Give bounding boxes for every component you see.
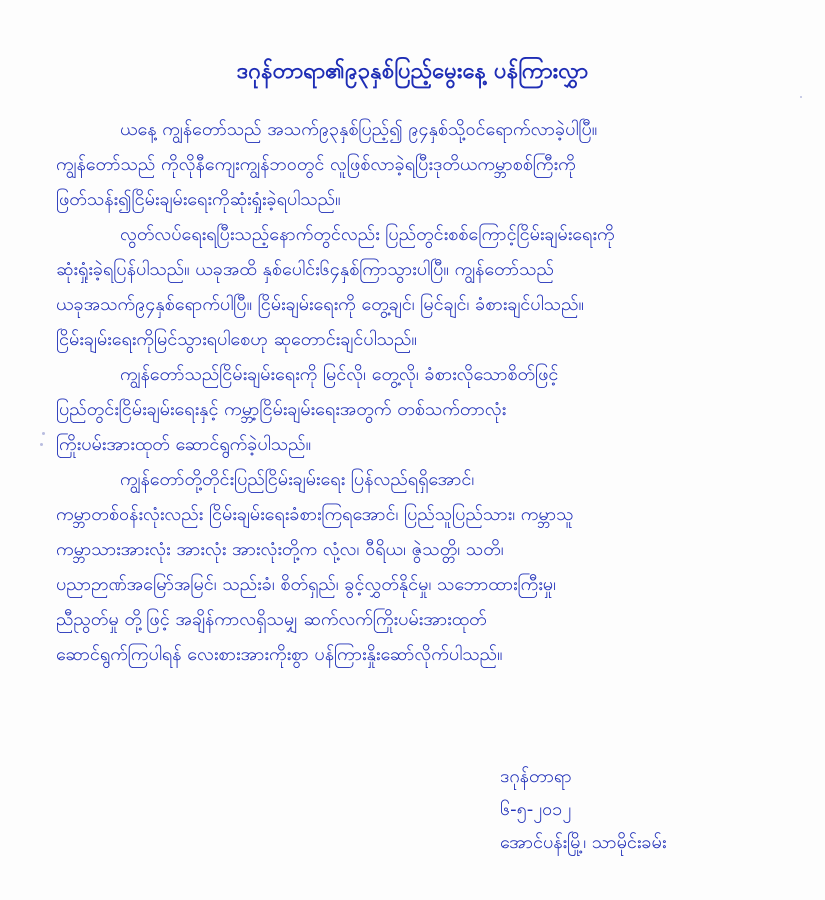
paragraph-line: ကျွန်တော်သည်ငြိမ်းချမ်းရေးကို မြင်လို၊ တွေ့လို၊ ခံစားလိုသောစိတ်ဖြင့်: [120, 364, 559, 385]
paper-speck: [42, 432, 45, 435]
paragraph-line: ငြိမ်းချမ်းရေးကိုမြင်သွားရပါစေဟု ဆုတောင်းချင်ပါသည်။: [56, 329, 417, 350]
paragraph-line: ယနေ့ ကျွန်တော်သည် အသက်၉၃နှစ်ပြည့်၍ ၉၄နှစ်သို့ဝင်ရောက်လာခဲ့ပါပြီ။: [120, 119, 598, 140]
paragraph-2: [56, 217, 791, 357]
paragraph-line: ဆောင်ရွက်ကြပါရန် လေးစားအားကိုးစွာ ပန်ကြားနှိုးဆော်လိုက်ပါသည်။: [56, 644, 503, 665]
paragraph-4: [56, 462, 791, 672]
paragraph-line: ပညာဉာဏ်အမြော်အမြင်၊ သည်းခံ၊ စိတ်ရှည်၊ ခွင့်လွှတ်နိုင်မှု၊ သဘောထားကြီးမှု၊: [56, 574, 556, 595]
paragraph-line: ညီညွတ်မှု တို့ဖြင့် အချိန်ကာလရှိသမျှ ဆက်လက်ကြိုးပမ်းအားထုတ်: [56, 609, 487, 630]
paragraph-line: ပြည်တွင်းငြိမ်းချမ်းရေးနှင့် ကမ္ဘာ့ငြိမ်းချမ်းရေးအတွက် တစ်သက်တာလုံး: [56, 399, 507, 420]
signature-date: ၆-၅-၂၀၁၂: [500, 799, 572, 820]
paragraph-3: [56, 357, 791, 462]
paragraph-line: ကမ္ဘာသားအားလုံး အားလုံး အားလုံးတို့က လုံ့လ၊ ဝီရိယ၊ ဇွဲသတ္တိ၊ သတိ၊: [56, 539, 504, 560]
paragraph-line: ကြိုးပမ်းအားထုတ် ဆောင်ရွက်ခဲ့ပါသည်။: [56, 434, 312, 455]
paper-speck: [800, 96, 802, 98]
paragraph-line: ဖြတ်သန်း၍ငြိမ်းချမ်းရေးကိုဆုံးရှုံးခဲ့ရပါသည်။: [56, 189, 341, 210]
paragraph-line: ကျွန်တော်သည် ကိုလိုနီကျေးကျွန်ဘဝတွင် လူဖြစ်လာခဲ့ရပြီးဒုတိယကမ္ဘာစစ်ကြီးကို: [56, 154, 576, 175]
signature-block: [500, 760, 666, 859]
letter-title: ဒဂုန်တာရာ၏၉၃နှစ်ပြည့်မွေးနေ့ ပန်ကြားလွှာ: [236, 59, 589, 84]
paragraph-1: [56, 112, 791, 217]
paragraph-line: ယခုအသက်၉၄နှစ်ရောက်ပါပြီ။ ငြိမ်းချမ်းရေးကို တွေ့ချင်၊ မြင်ချင်၊ ခံစားချင်ပါသည်။: [56, 294, 584, 315]
letter-body: [56, 112, 791, 672]
paragraph-line: လွတ်လပ်ရေးရပြီးသည့်နောက်တွင်လည်း ပြည်တွင်းစစ်ကြောင့်ငြိမ်းချမ်းရေးကို: [120, 224, 615, 245]
signature-place: အောင်ပန်းမြို့၊ သာမိုင်းခမ်း: [500, 832, 667, 853]
paper-speck: [40, 443, 43, 446]
signature-name: ဒဂုန်တာရာ: [500, 766, 572, 787]
paragraph-line: ကမ္ဘာတစ်ဝန်းလုံးလည်း ငြိမ်းချမ်းရေးခံစားကြရအောင်၊ ပြည်သူပြည်သား၊ ကမ္ဘာသူ: [56, 504, 574, 525]
paragraph-line: ကျွန်တော်တို့တိုင်းပြည်ငြိမ်းချမ်းရေး ပြန်လည်ရရှိအောင်၊: [120, 469, 475, 490]
paragraph-line: ဆုံးရှုံးခဲ့ရပြန်ပါသည်။ ယခုအထိ နှစ်ပေါင်း၆၄နှစ်ကြာသွားပါပြီ။ ကျွန်တော်သည်: [56, 259, 554, 280]
